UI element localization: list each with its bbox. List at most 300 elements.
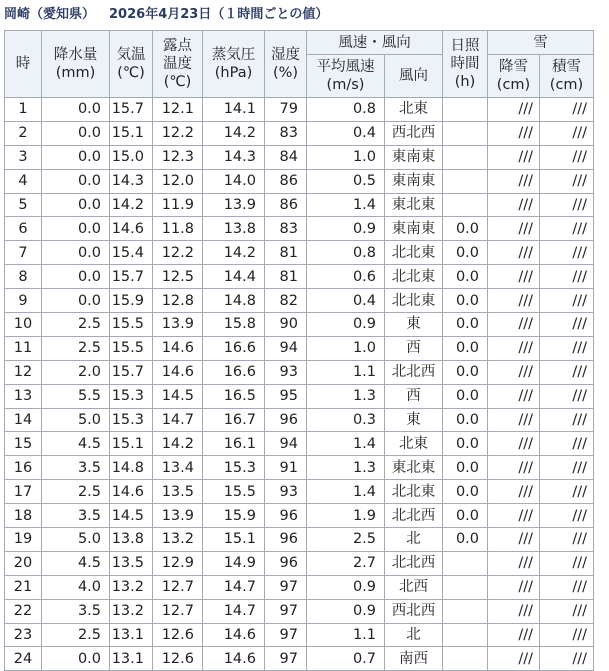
cell-humidity: 97 — [265, 599, 307, 623]
cell-sunshine — [443, 575, 488, 599]
cell-temperature: 13.1 — [110, 623, 153, 647]
cell-sunshine: 0.0 — [443, 336, 488, 360]
cell-humidity: 95 — [265, 384, 307, 408]
cell-dew-point: 11.9 — [153, 193, 203, 217]
cell-hour: 2 — [5, 121, 42, 145]
cell-wind-direction: 東南東 — [385, 145, 443, 169]
cell-vapor-pressure: 14.3 — [203, 145, 265, 169]
cell-wind-speed: 0.9 — [307, 313, 385, 337]
cell-temperature: 14.6 — [110, 480, 153, 504]
header-snow-group: 雪 — [488, 31, 594, 55]
table-row — [5, 121, 594, 145]
cell-dew-point: 12.6 — [153, 647, 203, 671]
cell-dew-point: 14.6 — [153, 360, 203, 384]
cell-hour: 22 — [5, 599, 42, 623]
cell-precipitation: 0.0 — [42, 145, 110, 169]
header-wind-group: 風速・風向 — [307, 31, 443, 55]
table-row — [5, 528, 594, 552]
cell-dew-point: 12.2 — [153, 241, 203, 265]
cell-wind-direction: 北北東 — [385, 241, 443, 265]
cell-sunshine — [443, 98, 488, 122]
cell-vapor-pressure: 16.5 — [203, 384, 265, 408]
cell-humidity: 93 — [265, 360, 307, 384]
cell-sunshine: 0.0 — [443, 456, 488, 480]
cell-temperature: 15.5 — [110, 336, 153, 360]
date-caption: 2026年4月23日（１時間ごとの値） — [109, 7, 329, 22]
cell-snowfall: /// — [488, 217, 540, 241]
table-body — [5, 98, 594, 671]
cell-vapor-pressure: 15.8 — [203, 313, 265, 337]
cell-hour: 12 — [5, 360, 42, 384]
table-row — [5, 313, 594, 337]
cell-snow-depth: /// — [540, 432, 594, 456]
cell-snowfall: /// — [488, 456, 540, 480]
cell-snowfall: /// — [488, 265, 540, 289]
cell-hour: 15 — [5, 432, 42, 456]
cell-wind-speed: 0.8 — [307, 241, 385, 265]
cell-wind-speed: 0.6 — [307, 265, 385, 289]
cell-snow-depth: /// — [540, 551, 594, 575]
cell-wind-speed: 0.5 — [307, 169, 385, 193]
cell-temperature: 15.7 — [110, 98, 153, 122]
table-row — [5, 145, 594, 169]
cell-temperature: 15.3 — [110, 408, 153, 432]
cell-precipitation: 2.5 — [42, 313, 110, 337]
cell-precipitation: 4.0 — [42, 575, 110, 599]
table-row — [5, 480, 594, 504]
cell-dew-point: 12.7 — [153, 575, 203, 599]
cell-wind-direction: 北 — [385, 623, 443, 647]
cell-humidity: 79 — [265, 98, 307, 122]
cell-wind-direction: 北東 — [385, 432, 443, 456]
cell-wind-direction: 西北西 — [385, 599, 443, 623]
cell-sunshine: 0.0 — [443, 528, 488, 552]
cell-precipitation: 4.5 — [42, 432, 110, 456]
table-row — [5, 384, 594, 408]
cell-sunshine: 0.0 — [443, 265, 488, 289]
cell-precipitation: 5.0 — [42, 408, 110, 432]
header-snowfall: 降雪 (cm) — [488, 55, 540, 98]
cell-sunshine — [443, 121, 488, 145]
cell-snowfall: /// — [488, 313, 540, 337]
cell-snowfall: /// — [488, 599, 540, 623]
cell-dew-point: 14.2 — [153, 432, 203, 456]
table-row — [5, 623, 594, 647]
cell-hour: 23 — [5, 623, 42, 647]
cell-snow-depth: /// — [540, 241, 594, 265]
cell-precipitation: 0.0 — [42, 217, 110, 241]
cell-snow-depth: /// — [540, 289, 594, 313]
cell-sunshine — [443, 145, 488, 169]
table-row — [5, 551, 594, 575]
cell-humidity: 82 — [265, 289, 307, 313]
cell-humidity: 96 — [265, 408, 307, 432]
cell-wind-speed: 1.9 — [307, 504, 385, 528]
cell-wind-direction: 北北西 — [385, 504, 443, 528]
cell-temperature: 15.5 — [110, 313, 153, 337]
cell-temperature: 14.5 — [110, 504, 153, 528]
cell-humidity: 81 — [265, 241, 307, 265]
cell-wind-speed: 0.9 — [307, 217, 385, 241]
cell-wind-speed: 1.4 — [307, 432, 385, 456]
cell-temperature: 13.8 — [110, 528, 153, 552]
cell-vapor-pressure: 15.1 — [203, 528, 265, 552]
cell-temperature: 14.2 — [110, 193, 153, 217]
cell-precipitation: 2.5 — [42, 623, 110, 647]
cell-vapor-pressure: 14.9 — [203, 551, 265, 575]
cell-temperature: 13.2 — [110, 599, 153, 623]
cell-snowfall: /// — [488, 169, 540, 193]
cell-wind-speed: 0.4 — [307, 289, 385, 313]
cell-sunshine: 0.0 — [443, 432, 488, 456]
table-row — [5, 504, 594, 528]
cell-snow-depth: /// — [540, 599, 594, 623]
cell-humidity: 96 — [265, 551, 307, 575]
cell-vapor-pressure: 16.7 — [203, 408, 265, 432]
cell-temperature: 13.1 — [110, 647, 153, 671]
cell-dew-point: 14.7 — [153, 408, 203, 432]
cell-hour: 21 — [5, 575, 42, 599]
cell-vapor-pressure: 14.7 — [203, 575, 265, 599]
cell-snow-depth: /// — [540, 98, 594, 122]
cell-snowfall: /// — [488, 121, 540, 145]
cell-dew-point: 13.9 — [153, 313, 203, 337]
cell-humidity: 94 — [265, 432, 307, 456]
cell-sunshine — [443, 551, 488, 575]
cell-precipitation: 0.0 — [42, 193, 110, 217]
header-snow-depth: 積雪 (cm) — [540, 55, 594, 98]
cell-snowfall: /// — [488, 336, 540, 360]
cell-humidity: 97 — [265, 575, 307, 599]
table-row — [5, 575, 594, 599]
cell-temperature: 14.6 — [110, 217, 153, 241]
cell-wind-speed: 0.8 — [307, 98, 385, 122]
cell-wind-speed: 1.1 — [307, 360, 385, 384]
cell-hour: 19 — [5, 528, 42, 552]
cell-precipitation: 2.5 — [42, 336, 110, 360]
cell-precipitation: 0.0 — [42, 647, 110, 671]
cell-wind-speed: 1.1 — [307, 623, 385, 647]
cell-wind-direction: 北 — [385, 528, 443, 552]
cell-snow-depth: /// — [540, 313, 594, 337]
cell-wind-speed: 0.9 — [307, 575, 385, 599]
cell-wind-direction: 東北東 — [385, 193, 443, 217]
cell-snow-depth: /// — [540, 265, 594, 289]
cell-snowfall: /// — [488, 384, 540, 408]
cell-wind-direction: 東南東 — [385, 169, 443, 193]
hourly-observation-table — [4, 30, 594, 671]
cell-humidity: 90 — [265, 313, 307, 337]
cell-hour: 10 — [5, 313, 42, 337]
table-row — [5, 169, 594, 193]
cell-dew-point: 12.1 — [153, 98, 203, 122]
cell-vapor-pressure: 13.9 — [203, 193, 265, 217]
cell-snow-depth: /// — [540, 193, 594, 217]
cell-wind-speed: 1.4 — [307, 480, 385, 504]
cell-wind-direction: 北北西 — [385, 551, 443, 575]
cell-wind-speed: 2.5 — [307, 528, 385, 552]
cell-vapor-pressure: 15.3 — [203, 456, 265, 480]
cell-vapor-pressure: 14.4 — [203, 265, 265, 289]
cell-hour: 20 — [5, 551, 42, 575]
cell-vapor-pressure: 14.1 — [203, 98, 265, 122]
header-wind-direction: 風向 — [385, 55, 443, 98]
cell-sunshine: 0.0 — [443, 217, 488, 241]
cell-temperature: 15.7 — [110, 360, 153, 384]
cell-sunshine: 0.0 — [443, 241, 488, 265]
cell-snow-depth: /// — [540, 217, 594, 241]
cell-hour: 1 — [5, 98, 42, 122]
cell-wind-direction: 北北東 — [385, 265, 443, 289]
cell-precipitation: 0.0 — [42, 98, 110, 122]
cell-hour: 8 — [5, 265, 42, 289]
table-row — [5, 360, 594, 384]
cell-sunshine — [443, 599, 488, 623]
header-wind-speed: 平均風速 (m/s) — [307, 55, 385, 98]
cell-precipitation: 5.5 — [42, 384, 110, 408]
cell-sunshine: 0.0 — [443, 384, 488, 408]
cell-sunshine: 0.0 — [443, 480, 488, 504]
cell-snow-depth: /// — [540, 528, 594, 552]
cell-precipitation: 0.0 — [42, 265, 110, 289]
cell-snow-depth: /// — [540, 360, 594, 384]
cell-vapor-pressure: 14.2 — [203, 241, 265, 265]
table-row — [5, 193, 594, 217]
cell-vapor-pressure: 15.5 — [203, 480, 265, 504]
cell-precipitation: 3.5 — [42, 456, 110, 480]
cell-precipitation: 0.0 — [42, 241, 110, 265]
station-name: 岡崎（愛知県） — [4, 7, 96, 22]
cell-snowfall: /// — [488, 551, 540, 575]
cell-temperature: 15.4 — [110, 241, 153, 265]
cell-sunshine — [443, 169, 488, 193]
table-row — [5, 98, 594, 122]
cell-snowfall: /// — [488, 289, 540, 313]
cell-wind-speed: 0.4 — [307, 121, 385, 145]
header-vapor-pressure: 蒸気圧 (hPa) — [203, 31, 265, 98]
cell-snow-depth: /// — [540, 121, 594, 145]
cell-dew-point: 12.7 — [153, 599, 203, 623]
cell-snow-depth: /// — [540, 456, 594, 480]
header-hour: 時 — [5, 31, 42, 98]
cell-snowfall: /// — [488, 504, 540, 528]
cell-sunshine: 0.0 — [443, 313, 488, 337]
cell-temperature: 14.8 — [110, 456, 153, 480]
cell-wind-direction: 北北西 — [385, 360, 443, 384]
cell-hour: 11 — [5, 336, 42, 360]
cell-wind-speed: 1.3 — [307, 456, 385, 480]
table-row — [5, 432, 594, 456]
table-row — [5, 599, 594, 623]
cell-humidity: 93 — [265, 480, 307, 504]
cell-hour: 6 — [5, 217, 42, 241]
cell-vapor-pressure: 16.6 — [203, 336, 265, 360]
cell-snowfall: /// — [488, 193, 540, 217]
cell-wind-direction: 北北東 — [385, 289, 443, 313]
cell-dew-point: 12.2 — [153, 121, 203, 145]
cell-hour: 17 — [5, 480, 42, 504]
cell-vapor-pressure: 13.8 — [203, 217, 265, 241]
cell-sunshine — [443, 623, 488, 647]
cell-temperature: 13.2 — [110, 575, 153, 599]
cell-snow-depth: /// — [540, 575, 594, 599]
cell-hour: 4 — [5, 169, 42, 193]
cell-wind-speed: 0.7 — [307, 647, 385, 671]
cell-hour: 14 — [5, 408, 42, 432]
header-precipitation: 降水量 (mm) — [42, 31, 110, 98]
cell-temperature: 15.3 — [110, 384, 153, 408]
table-row — [5, 265, 594, 289]
cell-humidity: 94 — [265, 336, 307, 360]
cell-hour: 3 — [5, 145, 42, 169]
cell-wind-direction: 北東 — [385, 98, 443, 122]
cell-wind-direction: 西北西 — [385, 121, 443, 145]
header-temperature: 気温 (℃) — [110, 31, 153, 98]
cell-snowfall: /// — [488, 98, 540, 122]
cell-vapor-pressure: 14.2 — [203, 121, 265, 145]
cell-sunshine: 0.0 — [443, 408, 488, 432]
cell-snowfall: /// — [488, 360, 540, 384]
cell-snowfall: /// — [488, 480, 540, 504]
cell-wind-speed: 1.0 — [307, 336, 385, 360]
cell-hour: 24 — [5, 647, 42, 671]
table-row — [5, 647, 594, 671]
cell-dew-point: 12.0 — [153, 169, 203, 193]
cell-wind-direction: 東 — [385, 313, 443, 337]
cell-hour: 18 — [5, 504, 42, 528]
header-humidity: 湿度 (%) — [265, 31, 307, 98]
cell-vapor-pressure: 14.6 — [203, 623, 265, 647]
cell-wind-speed: 1.0 — [307, 145, 385, 169]
cell-snow-depth: /// — [540, 504, 594, 528]
cell-hour: 13 — [5, 384, 42, 408]
cell-temperature: 15.0 — [110, 145, 153, 169]
cell-temperature: 15.1 — [110, 121, 153, 145]
cell-snowfall: /// — [488, 408, 540, 432]
cell-precipitation: 0.0 — [42, 121, 110, 145]
table-row — [5, 217, 594, 241]
cell-dew-point: 13.4 — [153, 456, 203, 480]
cell-wind-direction: 西 — [385, 384, 443, 408]
cell-vapor-pressure: 14.7 — [203, 599, 265, 623]
cell-wind-speed: 1.3 — [307, 384, 385, 408]
cell-vapor-pressure: 16.6 — [203, 360, 265, 384]
cell-snowfall: /// — [488, 432, 540, 456]
cell-dew-point: 12.8 — [153, 289, 203, 313]
cell-humidity: 97 — [265, 647, 307, 671]
cell-vapor-pressure: 14.6 — [203, 647, 265, 671]
cell-sunshine: 0.0 — [443, 289, 488, 313]
cell-snow-depth: /// — [540, 480, 594, 504]
cell-dew-point: 12.3 — [153, 145, 203, 169]
cell-wind-speed: 1.4 — [307, 193, 385, 217]
cell-vapor-pressure: 14.0 — [203, 169, 265, 193]
cell-dew-point: 12.5 — [153, 265, 203, 289]
cell-hour: 9 — [5, 289, 42, 313]
cell-snowfall: /// — [488, 623, 540, 647]
cell-temperature: 15.7 — [110, 265, 153, 289]
cell-precipitation: 2.0 — [42, 360, 110, 384]
cell-humidity: 86 — [265, 169, 307, 193]
cell-sunshine: 0.0 — [443, 360, 488, 384]
cell-snowfall: /// — [488, 647, 540, 671]
table-row — [5, 456, 594, 480]
cell-humidity: 83 — [265, 217, 307, 241]
header-dew-point: 露点 温度 (℃) — [153, 31, 203, 98]
table-row — [5, 336, 594, 360]
cell-humidity: 86 — [265, 193, 307, 217]
cell-humidity: 83 — [265, 121, 307, 145]
cell-temperature: 14.3 — [110, 169, 153, 193]
cell-temperature: 13.5 — [110, 551, 153, 575]
cell-snowfall: /// — [488, 575, 540, 599]
cell-sunshine — [443, 193, 488, 217]
table-row — [5, 241, 594, 265]
cell-dew-point: 13.2 — [153, 528, 203, 552]
cell-snowfall: /// — [488, 241, 540, 265]
header-sunshine: 日照 時間 (h) — [443, 31, 488, 98]
cell-dew-point: 13.5 — [153, 480, 203, 504]
cell-temperature: 15.1 — [110, 432, 153, 456]
cell-dew-point: 12.9 — [153, 551, 203, 575]
cell-humidity: 96 — [265, 528, 307, 552]
table-row — [5, 289, 594, 313]
table-row — [5, 408, 594, 432]
cell-dew-point: 13.9 — [153, 504, 203, 528]
cell-snow-depth: /// — [540, 647, 594, 671]
cell-dew-point: 12.6 — [153, 623, 203, 647]
cell-snow-depth: /// — [540, 145, 594, 169]
cell-sunshine — [443, 647, 488, 671]
cell-wind-speed: 0.3 — [307, 408, 385, 432]
cell-wind-direction: 西 — [385, 336, 443, 360]
cell-precipitation: 3.5 — [42, 504, 110, 528]
cell-wind-direction: 北西 — [385, 575, 443, 599]
cell-snowfall: /// — [488, 528, 540, 552]
cell-snow-depth: /// — [540, 408, 594, 432]
cell-dew-point: 11.8 — [153, 217, 203, 241]
cell-humidity: 91 — [265, 456, 307, 480]
cell-humidity: 96 — [265, 504, 307, 528]
cell-precipitation: 0.0 — [42, 289, 110, 313]
cell-vapor-pressure: 14.8 — [203, 289, 265, 313]
cell-dew-point: 14.5 — [153, 384, 203, 408]
cell-wind-speed: 0.9 — [307, 599, 385, 623]
cell-precipitation: 4.5 — [42, 551, 110, 575]
cell-wind-direction: 南西 — [385, 647, 443, 671]
cell-precipitation: 5.0 — [42, 528, 110, 552]
cell-humidity: 84 — [265, 145, 307, 169]
cell-humidity: 97 — [265, 623, 307, 647]
cell-dew-point: 14.6 — [153, 336, 203, 360]
page-title — [4, 4, 342, 26]
cell-snow-depth: /// — [540, 384, 594, 408]
cell-wind-direction: 東南東 — [385, 217, 443, 241]
cell-precipitation: 2.5 — [42, 480, 110, 504]
cell-wind-speed: 2.7 — [307, 551, 385, 575]
cell-wind-direction: 東 — [385, 408, 443, 432]
cell-hour: 7 — [5, 241, 42, 265]
cell-sunshine: 0.0 — [443, 504, 488, 528]
cell-snowfall: /// — [488, 145, 540, 169]
cell-snow-depth: /// — [540, 623, 594, 647]
cell-precipitation: 3.5 — [42, 599, 110, 623]
cell-hour: 5 — [5, 193, 42, 217]
cell-precipitation: 0.0 — [42, 169, 110, 193]
cell-vapor-pressure: 16.1 — [203, 432, 265, 456]
cell-snow-depth: /// — [540, 336, 594, 360]
cell-hour: 16 — [5, 456, 42, 480]
